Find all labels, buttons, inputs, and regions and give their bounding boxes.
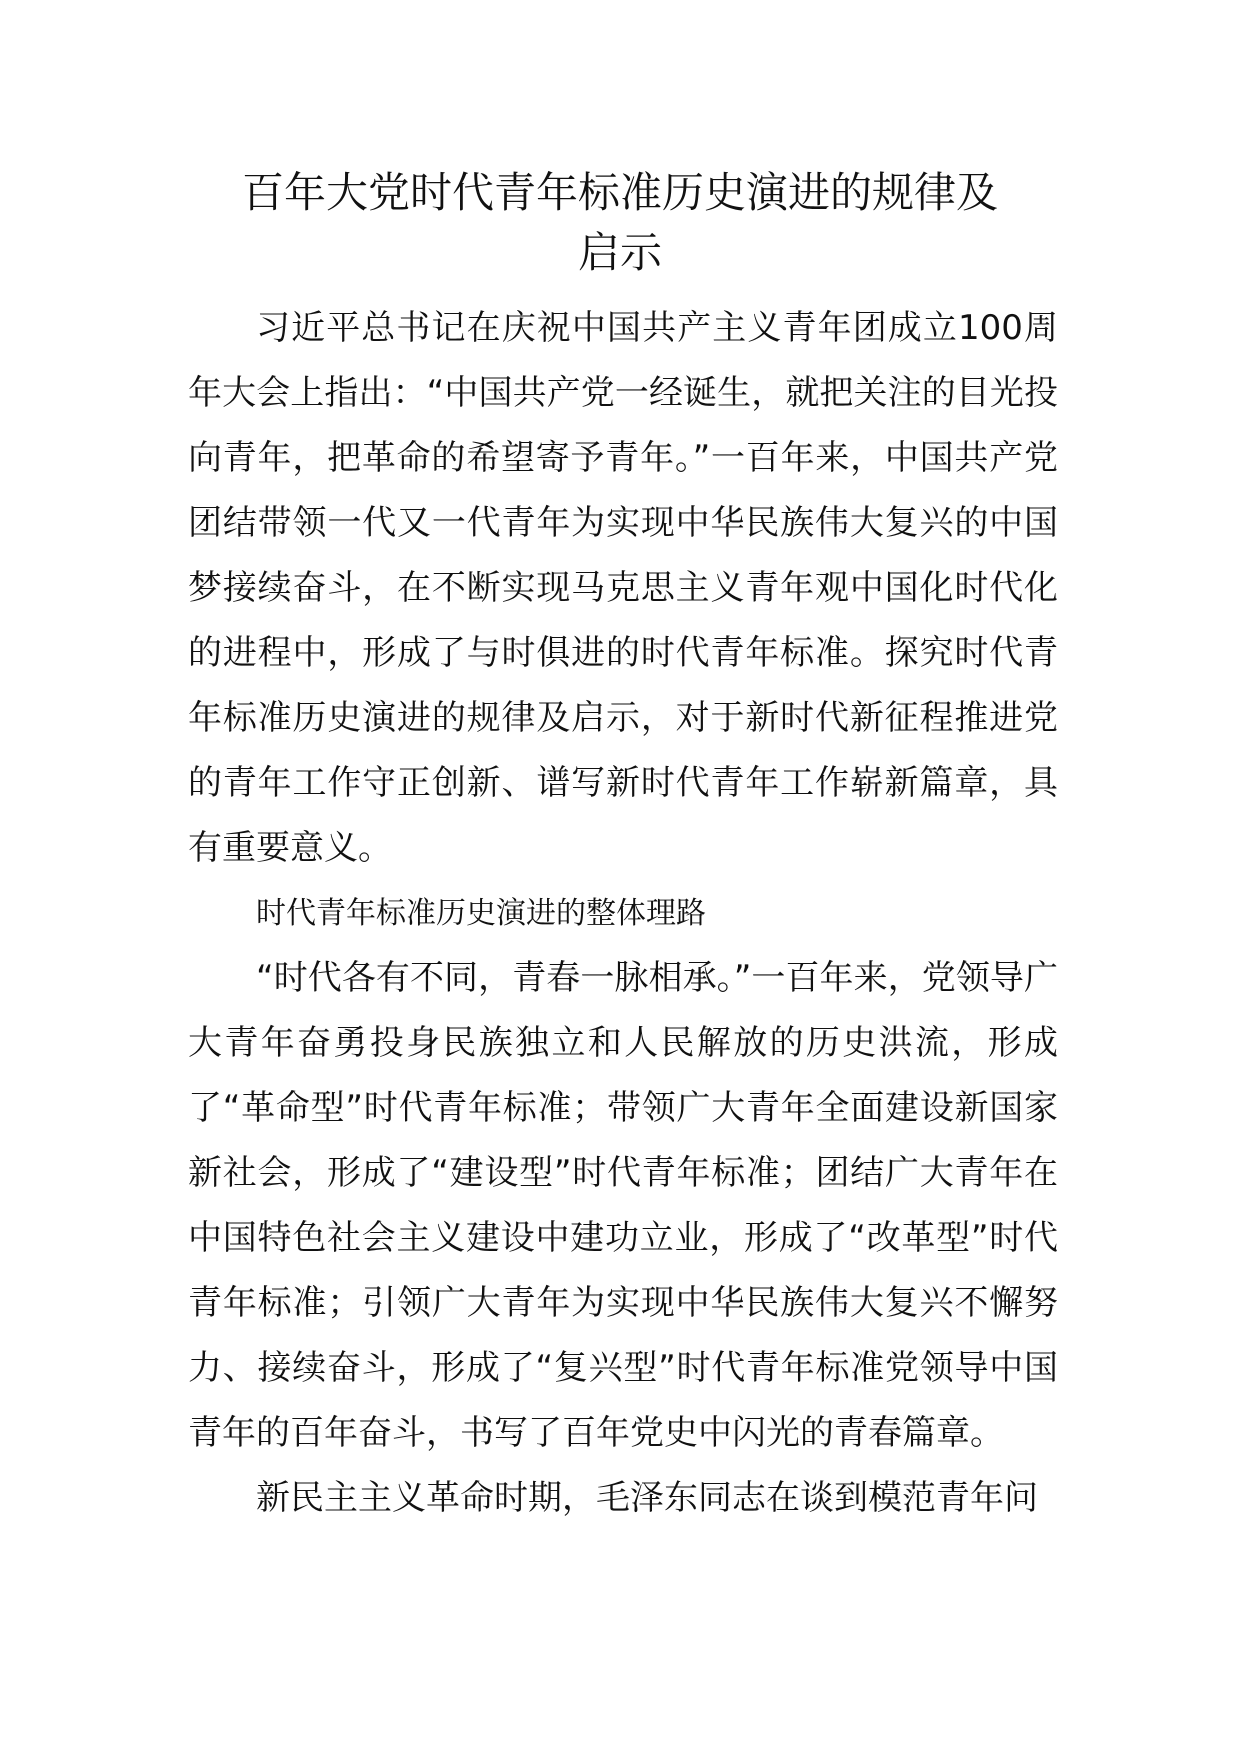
paragraph-intro: 习近平总书记在庆祝中国共产主义青年团成立100周年大会上指出：“中国共产党一经诞生，就把关注的目光投向青年，把革命的希望寄予青年。”一百年来，中国共产党团结带领一代又一代青年为实现中华民族伟大复兴的中国梦接续奋斗，在不断实现马克思主义青年观中国化时代化的进程中，形成了与时俱进的时代青年标准。探究时代青年标准历史演进的规律及启示，对于新时代新征程推进党的青年工作守正创新、谱写新时代青年工作崭新篇章，具有重要意义。 xyxy=(188,308,1058,868)
section-heading: 时代青年标准历史演进的整体理路 xyxy=(256,896,706,931)
paragraph-revolution-period: 新民主主义革命时期，毛泽东同志在谈到模范青年问 xyxy=(256,1478,1038,1518)
document-title xyxy=(185,163,1055,283)
title-line-1: 百年大党时代青年标准历史演进的规律及 xyxy=(241,168,998,217)
paragraph-evolution: “时代各有不同，青春一脉相承。”一百年来，党领导广大青年奋勇投身民族独立和人民解放的历史洪流，形成了“革命型”时代青年标准；带领广大青年全面建设新国家新社会，形成了“建设型”时代青年标准；团结广大青年在中国特色社会主义建设中建功立业，形成了“改革型”时代青年标准；引领广大青年为实现中华民族伟大复兴不懈努力、接续奋斗，形成了“复兴型”时代青年标准党领导中国青年的百年奋斗，书写了百年党史中闪光的青春篇章。 xyxy=(188,958,1058,1453)
document-body xyxy=(188,296,1058,1531)
title-line-2: 启示 xyxy=(577,228,662,277)
